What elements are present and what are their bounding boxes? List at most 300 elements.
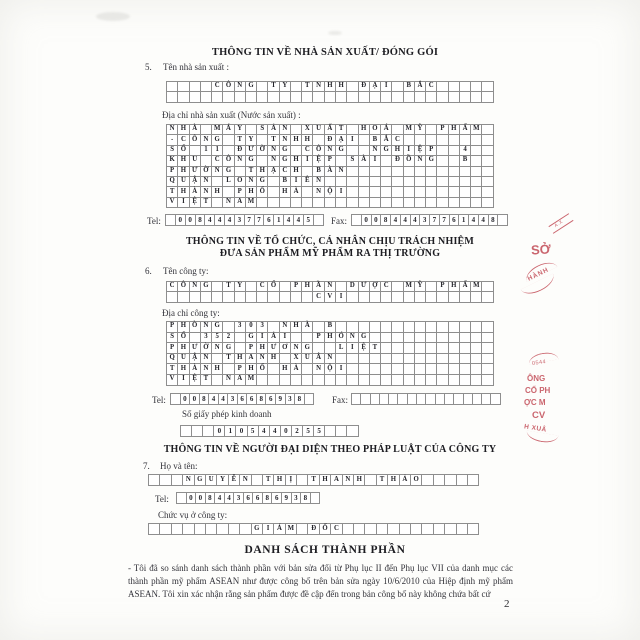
- char-cell: [392, 354, 403, 365]
- section-manufacturer-heading: THÔNG TIN VỀ NHÀ SẢN XUẤT/ ĐÓNG GÓI: [211, 47, 439, 58]
- char-cell: [400, 524, 411, 535]
- char-cell: N: [268, 146, 279, 156]
- char-cell: [347, 198, 358, 208]
- char-cell: N: [370, 146, 381, 156]
- char-cell: [460, 82, 471, 92]
- char-cell: [464, 394, 473, 405]
- char-cell: [460, 364, 471, 375]
- char-cell: [235, 92, 246, 102]
- char-cell: 4: [284, 215, 294, 226]
- char-cell: [291, 333, 302, 344]
- char-cell: [325, 92, 336, 102]
- char-cell: [314, 215, 324, 226]
- char-cell: B: [325, 322, 336, 333]
- char-cell: 9: [276, 394, 286, 405]
- char-cell: K: [167, 156, 178, 166]
- char-cell: 4: [479, 215, 489, 226]
- char-cell: [381, 177, 392, 187]
- char-cell: Ư: [190, 167, 201, 177]
- char-cell: M: [471, 282, 482, 292]
- char-cell: M: [404, 282, 415, 292]
- char-cell: [426, 135, 437, 145]
- char-cell: [160, 524, 171, 535]
- char-cell: [302, 375, 313, 386]
- char-grid-row: [166, 215, 324, 226]
- char-cell: [404, 333, 415, 344]
- char-cell: [381, 187, 392, 197]
- char-cell: [392, 292, 403, 302]
- char-cell: L: [223, 177, 234, 187]
- char-cell: [392, 343, 403, 354]
- manufacturer-tel-label: Tel:: [147, 216, 161, 226]
- char-cell: C: [426, 82, 437, 92]
- char-grid-row: [167, 292, 494, 302]
- char-cell: [268, 198, 279, 208]
- char-cell: Ư: [359, 282, 370, 292]
- char-cell: I: [336, 187, 347, 197]
- char-cell: H: [449, 282, 460, 292]
- char-cell: G: [246, 82, 257, 92]
- char-cell: H: [291, 135, 302, 145]
- char-cell: [482, 156, 493, 166]
- char-cell: [426, 394, 435, 405]
- stamp-text-fragment: HÀNH: [526, 266, 551, 283]
- char-cell: [167, 292, 178, 302]
- char-cell: P: [313, 333, 324, 344]
- char-cell: Ờ: [201, 167, 212, 177]
- char-cell: [471, 177, 482, 187]
- company-address-grid: [166, 321, 494, 386]
- char-cell: G: [426, 156, 437, 166]
- char-cell: [471, 354, 482, 365]
- char-cell: Y: [235, 125, 246, 135]
- char-cell: P: [325, 156, 336, 166]
- char-grid-row: [167, 146, 494, 156]
- char-cell: N: [415, 156, 426, 166]
- char-cell: [460, 198, 471, 208]
- char-cell: Ẩ: [460, 282, 471, 292]
- char-cell: H: [449, 125, 460, 135]
- char-cell: [305, 394, 315, 405]
- char-cell: I: [336, 292, 347, 302]
- char-cell: [482, 146, 493, 156]
- char-cell: S: [347, 156, 358, 166]
- char-cell: [426, 333, 437, 344]
- char-cell: 8: [489, 215, 499, 226]
- char-cell: N: [268, 156, 279, 166]
- char-cell: [404, 92, 415, 102]
- char-cell: [449, 156, 460, 166]
- char-cell: G: [381, 146, 392, 156]
- char-cell: H: [268, 354, 279, 365]
- char-cell: C: [381, 282, 392, 292]
- char-cell: I: [370, 156, 381, 166]
- char-cell: [203, 426, 214, 437]
- char-cell: H: [178, 167, 189, 177]
- char-cell: [381, 354, 392, 365]
- char-cell: 1: [212, 146, 223, 156]
- char-cell: [311, 493, 321, 504]
- char-cell: Ố: [178, 146, 189, 156]
- char-cell: [359, 92, 370, 102]
- char-cell: [426, 343, 437, 354]
- char-cell: [190, 292, 201, 302]
- char-cell: [206, 524, 217, 535]
- char-grid-row: [352, 215, 508, 226]
- char-cell: [460, 177, 471, 187]
- char-cell: 7: [430, 215, 440, 226]
- char-cell: N: [201, 322, 212, 333]
- char-cell: [268, 364, 279, 375]
- char-cell: C: [280, 167, 291, 177]
- char-cell: [491, 394, 500, 405]
- char-cell: U: [178, 354, 189, 365]
- char-cell: [268, 92, 279, 102]
- char-cell: M: [212, 125, 223, 135]
- char-cell: Ạ: [268, 167, 279, 177]
- char-grid-row: [149, 475, 479, 486]
- char-cell: [370, 322, 381, 333]
- char-cell: H: [291, 156, 302, 166]
- char-grid-row: [167, 198, 494, 208]
- char-cell: U: [206, 475, 217, 486]
- char-cell: H: [388, 475, 399, 486]
- char-cell: [257, 92, 268, 102]
- char-cell: [426, 92, 437, 102]
- char-cell: Ơ: [280, 343, 291, 354]
- char-cell: [377, 524, 388, 535]
- char-cell: [437, 156, 448, 166]
- char-cell: V: [167, 375, 178, 386]
- char-cell: À: [291, 364, 302, 375]
- char-grid-row: [167, 343, 494, 354]
- char-cell: [434, 524, 445, 535]
- char-cell: [471, 187, 482, 197]
- char-cell: 0: [186, 215, 196, 226]
- char-cell: 2: [223, 333, 234, 344]
- char-cell: [313, 343, 324, 354]
- char-cell: N: [201, 364, 212, 375]
- char-cell: N: [223, 198, 234, 208]
- char-cell: [223, 135, 234, 145]
- char-cell: 1: [225, 426, 236, 437]
- char-cell: H: [178, 364, 189, 375]
- char-cell: [398, 394, 407, 405]
- char-cell: [482, 198, 493, 208]
- char-cell: 5: [212, 333, 223, 344]
- char-cell: M: [471, 125, 482, 135]
- char-cell: H: [212, 187, 223, 197]
- char-cell: Ả: [268, 333, 279, 344]
- char-cell: Ố: [320, 524, 331, 535]
- char-cell: H: [178, 125, 189, 135]
- char-cell: Ậ: [190, 354, 201, 365]
- char-cell: [417, 394, 426, 405]
- char-cell: T: [302, 82, 313, 92]
- char-cell: [302, 333, 313, 344]
- char-cell: [482, 333, 493, 344]
- char-cell: I: [291, 177, 302, 187]
- char-cell: [291, 146, 302, 156]
- char-cell: A: [331, 475, 342, 486]
- char-cell: 7: [245, 215, 255, 226]
- representative-tel-grid: [176, 492, 320, 504]
- char-cell: Ổ: [268, 282, 279, 292]
- char-cell: [437, 177, 448, 187]
- representative-name-grid: [148, 474, 479, 486]
- char-cell: 6: [247, 394, 257, 405]
- char-cell: [415, 364, 426, 375]
- char-cell: [268, 292, 279, 302]
- char-cell: Đ: [392, 156, 403, 166]
- char-cell: [471, 343, 482, 354]
- manufacturer-tel-grid: [165, 214, 324, 226]
- char-cell: [347, 82, 358, 92]
- char-cell: [415, 354, 426, 365]
- char-cell: [370, 198, 381, 208]
- char-cell: [280, 198, 291, 208]
- char-cell: 0: [176, 215, 186, 226]
- char-cell: [404, 322, 415, 333]
- char-cell: [212, 375, 223, 386]
- char-cell: [297, 524, 308, 535]
- char-cell: G: [359, 333, 370, 344]
- char-cell: [449, 333, 460, 344]
- char-cell: Ệ: [313, 156, 324, 166]
- char-cell: [291, 198, 302, 208]
- char-cell: [257, 198, 268, 208]
- char-cell: [422, 524, 433, 535]
- char-cell: [404, 177, 415, 187]
- char-cell: [325, 343, 336, 354]
- char-cell: T: [268, 82, 279, 92]
- char-cell: Ỹ: [415, 125, 426, 135]
- char-cell: -: [167, 135, 178, 145]
- char-cell: H: [274, 475, 285, 486]
- char-cell: H: [354, 475, 365, 486]
- char-grid-row: [167, 322, 494, 333]
- char-cell: [359, 364, 370, 375]
- char-cell: [392, 375, 403, 386]
- char-cell: [437, 92, 448, 102]
- char-cell: [404, 167, 415, 177]
- char-cell: [235, 167, 246, 177]
- char-cell: Ầ: [313, 282, 324, 292]
- char-cell: [212, 282, 223, 292]
- char-cell: G: [195, 475, 206, 486]
- char-cell: Đ: [325, 135, 336, 145]
- char-cell: À: [190, 187, 201, 197]
- char-cell: [381, 167, 392, 177]
- char-cell: [449, 187, 460, 197]
- char-cell: [449, 177, 460, 187]
- char-cell: [359, 198, 370, 208]
- char-cell: [167, 92, 178, 102]
- char-cell: N: [190, 282, 201, 292]
- char-grid-row: [167, 354, 494, 365]
- char-cell: [404, 198, 415, 208]
- char-cell: [302, 92, 313, 102]
- char-cell: [457, 475, 468, 486]
- char-cell: T: [268, 135, 279, 145]
- char-cell: [437, 354, 448, 365]
- char-cell: D: [347, 282, 358, 292]
- char-cell: P: [246, 343, 257, 354]
- char-cell: [426, 187, 437, 197]
- page-number: 2: [504, 598, 510, 610]
- char-cell: [257, 82, 268, 92]
- char-cell: I: [381, 82, 392, 92]
- char-cell: [426, 322, 437, 333]
- char-cell: P: [235, 187, 246, 197]
- char-cell: B: [460, 156, 471, 166]
- char-cell: T: [246, 167, 257, 177]
- char-cell: [149, 524, 160, 535]
- char-cell: N: [336, 167, 347, 177]
- char-cell: [471, 364, 482, 375]
- char-cell: [359, 375, 370, 386]
- char-cell: M: [246, 198, 257, 208]
- char-cell: [460, 92, 471, 102]
- representative-tel-label: Tel:: [155, 494, 169, 504]
- stamp-text-fragment: H XUÂ: [523, 423, 548, 434]
- char-cell: [313, 198, 324, 208]
- char-cell: L: [336, 343, 347, 354]
- char-cell: T: [263, 475, 274, 486]
- char-cell: H: [257, 343, 268, 354]
- char-cell: [190, 92, 201, 102]
- stamp-text-fragment: 0544: [531, 359, 547, 367]
- char-grid-row: [167, 135, 494, 145]
- stamp-arc: [525, 431, 558, 445]
- char-cell: G: [212, 322, 223, 333]
- char-cell: [347, 322, 358, 333]
- char-cell: [257, 375, 268, 386]
- char-cell: C: [257, 282, 268, 292]
- char-cell: Ẩ: [460, 125, 471, 135]
- char-cell: [291, 292, 302, 302]
- char-cell: [449, 146, 460, 156]
- char-cell: [190, 333, 201, 344]
- char-cell: H: [336, 82, 347, 92]
- char-cell: [449, 375, 460, 386]
- char-cell: I: [336, 364, 347, 375]
- char-cell: N: [313, 364, 324, 375]
- scan-smudge: [328, 31, 342, 35]
- char-cell: H: [178, 322, 189, 333]
- char-grid-row: [352, 394, 501, 405]
- char-grid-row: [149, 524, 479, 535]
- char-cell: [370, 364, 381, 375]
- char-grid-row: [167, 375, 494, 386]
- char-cell: [482, 364, 493, 375]
- char-cell: H: [257, 167, 268, 177]
- char-cell: Ư: [190, 343, 201, 354]
- company-tel-grid: [170, 393, 314, 405]
- char-cell: I: [302, 156, 313, 166]
- char-cell: [426, 198, 437, 208]
- char-grid-row: [167, 156, 494, 166]
- char-cell: [302, 187, 313, 197]
- char-cell: [389, 394, 398, 405]
- char-cell: 3: [235, 215, 245, 226]
- char-cell: [381, 322, 392, 333]
- char-cell: N: [201, 187, 212, 197]
- char-cell: Ô: [190, 135, 201, 145]
- char-cell: [415, 292, 426, 302]
- char-cell: [167, 82, 178, 92]
- char-cell: Ố: [257, 187, 268, 197]
- char-cell: 4: [460, 146, 471, 156]
- char-cell: [415, 167, 426, 177]
- char-cell: [482, 177, 493, 187]
- section-representative-heading: THÔNG TIN VỀ NGƯỜI ĐẠI DIỆN THEO PHÁP LUẬT CỦA CÔNG TY: [163, 444, 497, 455]
- char-cell: Y: [235, 282, 246, 292]
- char-cell: B: [313, 167, 324, 177]
- char-cell: [381, 156, 392, 166]
- char-cell: [449, 343, 460, 354]
- char-cell: 8: [196, 215, 206, 226]
- char-cell: [212, 292, 223, 302]
- ingredients-declaration-paragraph: - Tôi đã so sánh danh sách thành phần với bản sửa đổi từ Phụ lục II đến Phụ lục VII của danh mục các thành phần mỹ phẩm ASEAN như được công bố trên bản sửa ngày 10/6/2010 của Hiệp định mỹ phẩm ASEAN. Tôi xin xác nhận rằng sản phẩm được đề cập đến trong bản công bố này không chứa bất cứ: [128, 563, 513, 599]
- char-cell: 8: [301, 493, 311, 504]
- char-cell: [370, 167, 381, 177]
- char-cell: Q: [167, 354, 178, 365]
- char-cell: 6: [266, 394, 276, 405]
- char-cell: 3: [257, 322, 268, 333]
- char-cell: [482, 322, 493, 333]
- char-cell: [235, 292, 246, 302]
- char-cell: H: [291, 167, 302, 177]
- char-cell: Đ: [235, 146, 246, 156]
- char-cell: N: [257, 354, 268, 365]
- char-cell: [482, 282, 493, 292]
- company-tel-label: Tel:: [152, 395, 166, 405]
- char-cell: H: [302, 135, 313, 145]
- char-cell: [471, 198, 482, 208]
- char-cell: [190, 82, 201, 92]
- business-license-label: Số giấy phép kinh doanh: [182, 409, 272, 419]
- char-cell: T: [336, 125, 347, 135]
- char-cell: [336, 354, 347, 365]
- char-cell: 0: [181, 394, 191, 405]
- char-cell: G: [201, 282, 212, 292]
- char-cell: Ê: [302, 177, 313, 187]
- char-cell: 0: [236, 426, 247, 437]
- char-cell: H: [302, 282, 313, 292]
- char-cell: 0: [196, 493, 206, 504]
- char-cell: I: [263, 524, 274, 535]
- manufacturer-address-label: Địa chỉ nhà sản xuất (Nước sản xuất) :: [162, 110, 301, 120]
- char-cell: [388, 524, 399, 535]
- char-cell: [460, 167, 471, 177]
- char-cell: [201, 92, 212, 102]
- char-cell: [178, 82, 189, 92]
- char-cell: B: [404, 82, 415, 92]
- char-cell: P: [167, 322, 178, 333]
- stamp-text-fragment: CỔ PH: [525, 386, 551, 395]
- char-cell: H: [178, 187, 189, 197]
- char-cell: [297, 475, 308, 486]
- char-cell: [149, 475, 160, 486]
- char-cell: [404, 343, 415, 354]
- char-cell: 4: [219, 394, 229, 405]
- char-cell: 6: [450, 215, 460, 226]
- char-cell: Đ: [359, 82, 370, 92]
- char-cell: [404, 375, 415, 386]
- char-grid-row: [167, 92, 494, 102]
- char-cell: X: [291, 354, 302, 365]
